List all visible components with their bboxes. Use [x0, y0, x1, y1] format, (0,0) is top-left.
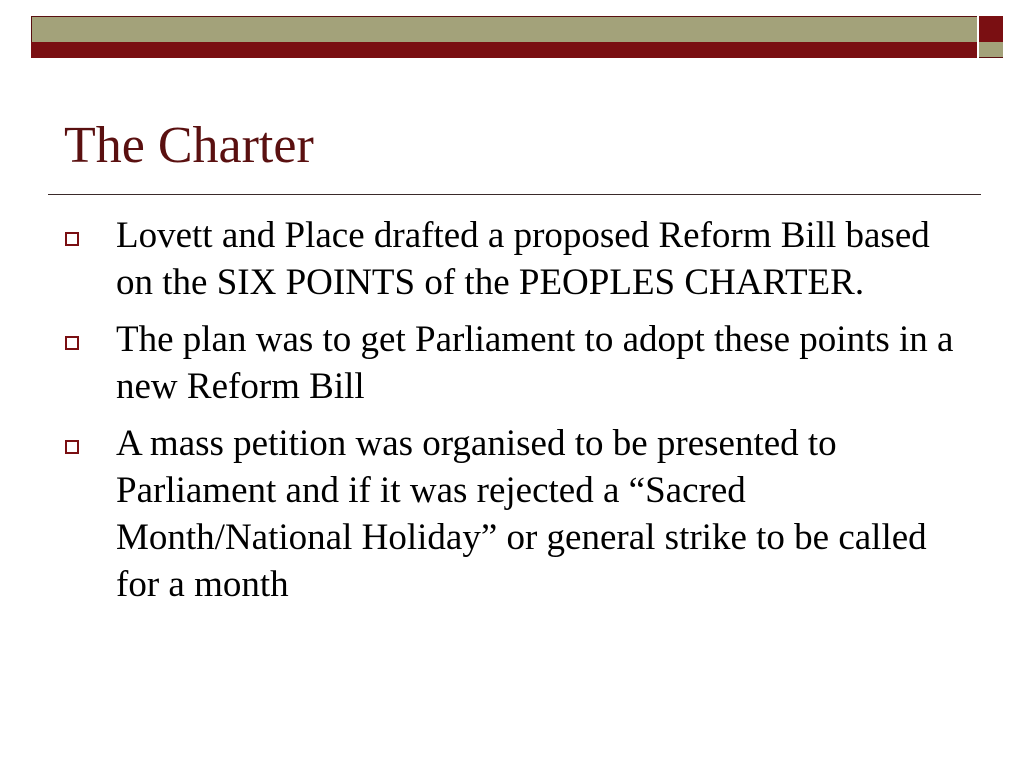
bullet-text: A mass petition was organised to be presented to Parliament and if it was rejected a “Sacred Month/National Holiday” or general strike to be called for a month [116, 423, 927, 605]
bullet-item [65, 316, 975, 410]
header-band-maroon [31, 42, 977, 58]
bullet-text: The plan was to get Parliament to adopt these points in a new Reform Bill [116, 319, 954, 407]
bullet-item [65, 420, 975, 608]
hollow-square-icon [65, 440, 79, 454]
bullet-item [65, 212, 975, 306]
bullet-list [65, 212, 975, 618]
slide-title: The Charter [64, 117, 314, 174]
hollow-square-icon [65, 336, 79, 350]
hollow-square-icon [65, 232, 79, 246]
bullet-text: Lovett and Place drafted a proposed Reform Bill based on the SIX POINTS of the PEOPLES CHARTER. [116, 215, 930, 303]
header-band-olive [31, 16, 977, 42]
title-divider [48, 194, 981, 195]
corner-square-maroon [979, 16, 1003, 42]
corner-square-olive [979, 42, 1003, 58]
